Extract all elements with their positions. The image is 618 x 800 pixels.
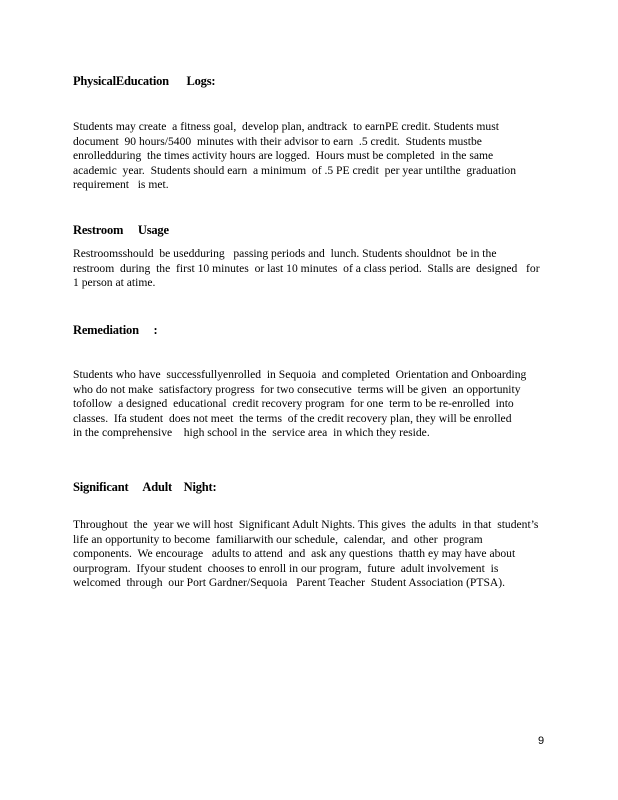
section-heading-remediation: Remediation : xyxy=(73,323,158,337)
paragraph-significant-adult-night xyxy=(73,518,551,591)
text-line: enrolledduring the times activity hours are logged. Hours must be completed in the same xyxy=(73,149,494,163)
text-line: Throughout the year we will host Significant Adult Nights. This gives the adults in that student’s xyxy=(73,518,539,531)
section-heading-restroom-usage: Restroom Usage xyxy=(73,223,169,237)
paragraph-remediation xyxy=(73,368,551,441)
text-line: 1 person at atime. xyxy=(73,276,156,290)
text-line: welcomed through our Port Gardner/Sequoia Parent Teacher Student Association (PTSA). xyxy=(73,576,506,590)
text-line: life an opportunity to become familiarwith our schedule, calendar, and other program xyxy=(73,532,483,546)
text-line: tofollow a designed educational credit recovery program for one term to be re-enrolled into xyxy=(73,397,514,411)
paragraph-physical-education-logs xyxy=(73,120,551,193)
text-line: in the comprehensive high school in the service area in which they reside. xyxy=(73,426,430,440)
text-line: ourprogram. Ifyour student chooses to enroll in our program, future adult involvement is xyxy=(73,561,499,575)
text-line: Students may create a fitness goal, develop plan, andtrack to earnPE credit. Students must xyxy=(73,120,499,133)
text-line: components. We encourage adults to attend and ask any questions thatth ey may have about xyxy=(73,547,516,561)
paragraph-restroom-usage xyxy=(73,247,551,291)
text-line: restroom during the first 10 minutes or last 10 minutes of a class period. Stalls are designed for xyxy=(73,261,540,275)
section-heading-physical-education-logs: PhysicalEducation Logs: xyxy=(73,74,216,88)
page-number: 9 xyxy=(538,735,545,747)
text-line: classes. Ifa student does not meet the terms of the credit recovery plan, they will be enrolled xyxy=(73,411,512,425)
text-line: who do not make satisfactory progress for two consecutive terms will be given an opportunity xyxy=(73,382,521,396)
section-heading-significant-adult-night: Significant Adult Night: xyxy=(73,480,217,494)
text-line: Students who have successfullyenrolled in Sequoia and completed Orientation and Onboarding xyxy=(73,368,527,381)
text-line: Restroomsshould be usedduring passing periods and lunch. Students shouldnot be in the xyxy=(73,247,497,260)
text-line: document 90 hours/5400 minutes with their advisor to earn .5 credit. Students mustbe xyxy=(73,134,482,148)
text-line: academic year. Students should earn a minimum of .5 PE credit per year untilthe graduation xyxy=(73,163,517,177)
text-line: requirement is met. xyxy=(73,178,169,192)
